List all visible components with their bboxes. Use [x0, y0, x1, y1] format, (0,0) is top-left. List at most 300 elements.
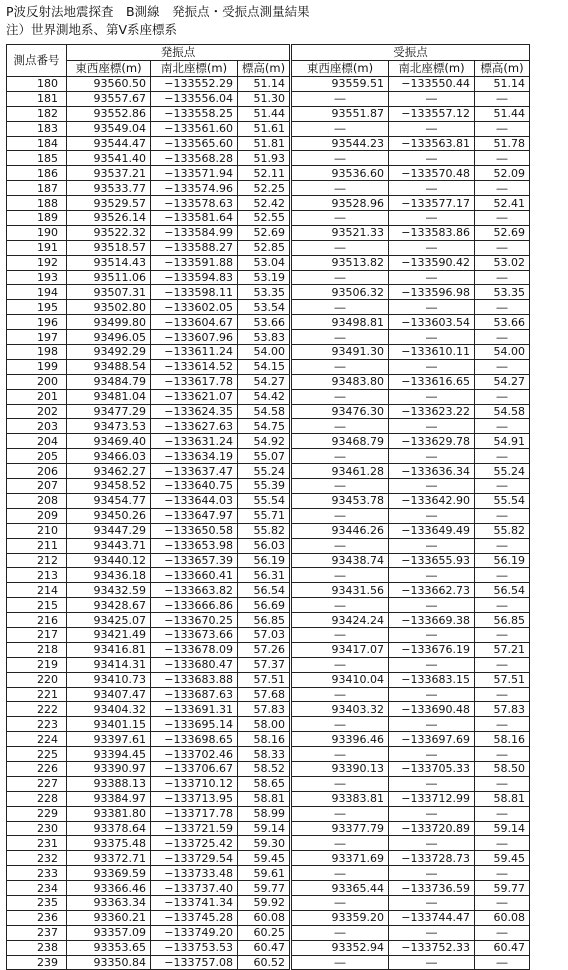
shot-elev-cell: 54.27 — [238, 374, 291, 389]
table-row — [7, 761, 530, 776]
table-row — [7, 672, 530, 687]
recv-ns-cell: −133676.19 — [389, 642, 475, 657]
point-number-cell: 232 — [7, 851, 67, 866]
recv-ew-cell: ― — [291, 747, 389, 762]
recv-ns-cell: −133683.15 — [389, 672, 475, 687]
recv-ew-cell: 93396.46 — [291, 732, 389, 747]
shot-ew-cell: 93375.48 — [67, 836, 151, 851]
recv-elev-cell: 59.45 — [475, 851, 530, 866]
point-number-cell: 202 — [7, 404, 67, 419]
recv-ew-cell: ― — [291, 627, 389, 642]
shot-ew-cell: 93507.31 — [67, 285, 151, 300]
recv-ew-cell: 93352.94 — [291, 940, 389, 955]
shot-ns-cell: −133602.05 — [151, 300, 238, 315]
point-number-cell: 219 — [7, 657, 67, 672]
shot-elev-cell: 52.42 — [238, 196, 291, 211]
shot-ns-cell: −133706.67 — [151, 761, 238, 776]
table-body — [7, 77, 530, 970]
recv-ns-cell: ― — [389, 538, 475, 553]
point-number-cell: 218 — [7, 642, 67, 657]
shot-elev-cell: 51.61 — [238, 121, 291, 136]
shot-elev-cell: 55.71 — [238, 508, 291, 523]
point-number-cell: 227 — [7, 776, 67, 791]
table-row — [7, 806, 530, 821]
shot-ns-cell: −133670.25 — [151, 613, 238, 628]
recv-elev-cell: 57.21 — [475, 642, 530, 657]
shot-ew-cell: 93502.80 — [67, 300, 151, 315]
shot-ns-cell: −133637.47 — [151, 464, 238, 479]
recv-ns-cell: −133616.65 — [389, 374, 475, 389]
header-receiver-point-group: 受振点 — [291, 45, 530, 61]
recv-ns-cell: −133655.93 — [389, 553, 475, 568]
recv-ns-cell: ― — [389, 240, 475, 255]
shot-ns-cell: −133617.78 — [151, 374, 238, 389]
table-row — [7, 374, 530, 389]
recv-elev-cell: 56.85 — [475, 613, 530, 628]
shot-ew-cell: 93410.73 — [67, 672, 151, 687]
shot-elev-cell: 57.68 — [238, 687, 291, 702]
recv-elev-cell: 54.27 — [475, 374, 530, 389]
point-number-cell: 194 — [7, 285, 67, 300]
table-row — [7, 330, 530, 345]
recv-elev-cell: 54.58 — [475, 404, 530, 419]
table-row — [7, 449, 530, 464]
table-row — [7, 419, 530, 434]
recv-elev-cell: 58.16 — [475, 732, 530, 747]
shot-elev-cell: 56.31 — [238, 568, 291, 583]
recv-ns-cell: −133705.33 — [389, 761, 475, 776]
header-recv-elev: 標高(m) — [475, 61, 530, 77]
shot-ew-cell: 93522.32 — [67, 225, 151, 240]
shot-ew-cell: 93477.29 — [67, 404, 151, 419]
table-row — [7, 508, 530, 523]
shot-ew-cell: 93421.49 — [67, 627, 151, 642]
point-number-cell: 207 — [7, 479, 67, 494]
recv-elev-cell: ― — [475, 747, 530, 762]
shot-ew-cell: 93357.09 — [67, 925, 151, 940]
shot-elev-cell: 59.45 — [238, 851, 291, 866]
shot-ew-cell: 93425.07 — [67, 613, 151, 628]
recv-ew-cell: ― — [291, 836, 389, 851]
recv-ew-cell: ― — [291, 925, 389, 940]
recv-ew-cell: ― — [291, 687, 389, 702]
point-number-cell: 213 — [7, 568, 67, 583]
shot-ew-cell: 93436.18 — [67, 568, 151, 583]
recv-elev-cell: 60.08 — [475, 910, 530, 925]
table-row — [7, 359, 530, 374]
table-row — [7, 225, 530, 240]
recv-elev-cell: ― — [475, 776, 530, 791]
shot-ns-cell: −133749.20 — [151, 925, 238, 940]
recv-ns-cell: −133744.47 — [389, 910, 475, 925]
header-recv-ew: 東西座標(m) — [291, 61, 389, 77]
shot-ns-cell: −133666.86 — [151, 598, 238, 613]
recv-ns-cell: −133642.90 — [389, 493, 475, 508]
recv-ew-cell: 93438.74 — [291, 553, 389, 568]
point-number-cell: 222 — [7, 702, 67, 717]
recv-ew-cell: 93559.51 — [291, 77, 389, 92]
table-row — [7, 404, 530, 419]
shot-elev-cell: 52.55 — [238, 211, 291, 226]
shot-ns-cell: −133725.42 — [151, 836, 238, 851]
recv-ew-cell: ― — [291, 419, 389, 434]
recv-ew-cell: 93536.60 — [291, 166, 389, 181]
point-number-cell: 182 — [7, 106, 67, 121]
shot-elev-cell: 59.30 — [238, 836, 291, 851]
shot-elev-cell: 56.69 — [238, 598, 291, 613]
shot-ew-cell: 93549.04 — [67, 121, 151, 136]
recv-elev-cell: 55.82 — [475, 523, 530, 538]
recv-ns-cell: −133636.34 — [389, 464, 475, 479]
shot-ew-cell: 93401.15 — [67, 717, 151, 732]
recv-ew-cell: ― — [291, 181, 389, 196]
recv-elev-cell: ― — [475, 270, 530, 285]
point-number-cell: 212 — [7, 553, 67, 568]
table-row — [7, 345, 530, 360]
recv-ew-cell: ― — [291, 270, 389, 285]
recv-elev-cell: 56.54 — [475, 583, 530, 598]
table-row — [7, 136, 530, 151]
shot-ew-cell: 93378.64 — [67, 821, 151, 836]
shot-ns-cell: −133737.40 — [151, 881, 238, 896]
recv-elev-cell: ― — [475, 895, 530, 910]
point-number-cell: 184 — [7, 136, 67, 151]
recv-ew-cell: ― — [291, 568, 389, 583]
recv-ew-cell: ― — [291, 240, 389, 255]
point-number-cell: 233 — [7, 866, 67, 881]
recv-ew-cell: 93365.44 — [291, 881, 389, 896]
recv-ns-cell: ― — [389, 925, 475, 940]
recv-ew-cell: ― — [291, 300, 389, 315]
shot-ns-cell: −133650.58 — [151, 523, 238, 538]
recv-ew-cell: 93551.87 — [291, 106, 389, 121]
shot-elev-cell: 52.11 — [238, 166, 291, 181]
recv-ew-cell: ― — [291, 866, 389, 881]
shot-ns-cell: −133683.88 — [151, 672, 238, 687]
shot-ew-cell: 93414.31 — [67, 657, 151, 672]
shot-elev-cell: 58.33 — [238, 747, 291, 762]
header-recv-ns: 南北座標(m) — [389, 61, 475, 77]
shot-ew-cell: 93466.03 — [67, 449, 151, 464]
shot-elev-cell: 55.07 — [238, 449, 291, 464]
shot-elev-cell: 51.93 — [238, 151, 291, 166]
point-number-cell: 187 — [7, 181, 67, 196]
recv-elev-cell: ― — [475, 598, 530, 613]
recv-ns-cell: ― — [389, 627, 475, 642]
point-number-cell: 231 — [7, 836, 67, 851]
recv-ew-cell: ― — [291, 479, 389, 494]
table-row — [7, 151, 530, 166]
shot-ns-cell: −133695.14 — [151, 717, 238, 732]
recv-ew-cell: 93498.81 — [291, 315, 389, 330]
recv-ns-cell: −133623.22 — [389, 404, 475, 419]
recv-elev-cell: ― — [475, 211, 530, 226]
shot-ns-cell: −133624.35 — [151, 404, 238, 419]
shot-ns-cell: −133571.94 — [151, 166, 238, 181]
recv-ns-cell: ― — [389, 866, 475, 881]
shot-elev-cell: 56.03 — [238, 538, 291, 553]
recv-ns-cell: ― — [389, 300, 475, 315]
recv-ew-cell: 93491.30 — [291, 345, 389, 360]
recv-ns-cell: ― — [389, 389, 475, 404]
recv-ew-cell: 93431.56 — [291, 583, 389, 598]
table-row — [7, 568, 530, 583]
recv-elev-cell: ― — [475, 300, 530, 315]
recv-ew-cell: 93446.26 — [291, 523, 389, 538]
point-number-cell: 211 — [7, 538, 67, 553]
point-number-cell: 210 — [7, 523, 67, 538]
recv-elev-cell: ― — [475, 121, 530, 136]
shot-ew-cell: 93372.71 — [67, 851, 151, 866]
shot-elev-cell: 55.39 — [238, 479, 291, 494]
recv-ns-cell: −133570.48 — [389, 166, 475, 181]
shot-ns-cell: −133614.52 — [151, 359, 238, 374]
table-row — [7, 255, 530, 270]
recv-ns-cell: −133669.38 — [389, 613, 475, 628]
recv-elev-cell: 51.14 — [475, 77, 530, 92]
recv-elev-cell: ― — [475, 925, 530, 940]
shot-ns-cell: −133558.25 — [151, 106, 238, 121]
recv-elev-cell: ― — [475, 627, 530, 642]
recv-elev-cell: 57.51 — [475, 672, 530, 687]
recv-elev-cell: 59.77 — [475, 881, 530, 896]
shot-elev-cell: 58.00 — [238, 717, 291, 732]
recv-ew-cell: ― — [291, 359, 389, 374]
shot-ns-cell: −133581.64 — [151, 211, 238, 226]
shot-ew-cell: 93514.43 — [67, 255, 151, 270]
recv-ns-cell: ― — [389, 568, 475, 583]
recv-ns-cell: ― — [389, 330, 475, 345]
shot-ew-cell: 93557.67 — [67, 91, 151, 106]
recv-ew-cell: 93461.28 — [291, 464, 389, 479]
shot-ew-cell: 93541.40 — [67, 151, 151, 166]
recv-ns-cell: −133563.81 — [389, 136, 475, 151]
recv-ns-cell: ― — [389, 955, 475, 970]
table-row — [7, 389, 530, 404]
recv-elev-cell: ― — [475, 449, 530, 464]
recv-elev-cell: 52.41 — [475, 196, 530, 211]
recv-ns-cell: ― — [389, 776, 475, 791]
shot-ns-cell: −133713.95 — [151, 791, 238, 806]
point-number-cell: 192 — [7, 255, 67, 270]
recv-elev-cell: ― — [475, 836, 530, 851]
recv-elev-cell: 55.54 — [475, 493, 530, 508]
recv-elev-cell: ― — [475, 151, 530, 166]
table-row — [7, 717, 530, 732]
survey-results-table — [6, 44, 530, 970]
point-number-cell: 215 — [7, 598, 67, 613]
recv-ns-cell: ― — [389, 508, 475, 523]
recv-ew-cell: ― — [291, 91, 389, 106]
shot-ew-cell: 93518.57 — [67, 240, 151, 255]
shot-elev-cell: 55.54 — [238, 493, 291, 508]
recv-ew-cell: 93544.23 — [291, 136, 389, 151]
recv-elev-cell: ― — [475, 508, 530, 523]
point-number-cell: 185 — [7, 151, 67, 166]
shot-elev-cell: 57.37 — [238, 657, 291, 672]
shot-ns-cell: −133644.03 — [151, 493, 238, 508]
shot-ns-cell: −133640.75 — [151, 479, 238, 494]
shot-elev-cell: 55.82 — [238, 523, 291, 538]
recv-elev-cell: 51.78 — [475, 136, 530, 151]
recv-elev-cell: ― — [475, 717, 530, 732]
shot-ew-cell: 93484.79 — [67, 374, 151, 389]
recv-ew-cell: ― — [291, 151, 389, 166]
shot-ew-cell: 93488.54 — [67, 359, 151, 374]
point-number-cell: 214 — [7, 583, 67, 598]
shot-elev-cell: 57.03 — [238, 627, 291, 642]
point-number-cell: 206 — [7, 464, 67, 479]
point-number-cell: 234 — [7, 881, 67, 896]
shot-ns-cell: −133663.82 — [151, 583, 238, 598]
shot-ns-cell: −133561.60 — [151, 121, 238, 136]
recv-ns-cell: ― — [389, 359, 475, 374]
table-row — [7, 315, 530, 330]
point-number-cell: 230 — [7, 821, 67, 836]
shot-ns-cell: −133631.24 — [151, 434, 238, 449]
recv-ns-cell: −133590.42 — [389, 255, 475, 270]
table-row — [7, 181, 530, 196]
table-row — [7, 925, 530, 940]
recv-elev-cell: 52.09 — [475, 166, 530, 181]
recv-ew-cell: 93424.24 — [291, 613, 389, 628]
recv-ew-cell: 93476.30 — [291, 404, 389, 419]
shot-elev-cell: 60.47 — [238, 940, 291, 955]
point-number-cell: 216 — [7, 613, 67, 628]
recv-ns-cell: −133603.54 — [389, 315, 475, 330]
point-number-cell: 225 — [7, 747, 67, 762]
recv-ew-cell: ― — [291, 776, 389, 791]
point-number-cell: 183 — [7, 121, 67, 136]
shot-elev-cell: 54.75 — [238, 419, 291, 434]
shot-ew-cell: 93552.86 — [67, 106, 151, 121]
recv-ns-cell: −133752.33 — [389, 940, 475, 955]
recv-elev-cell: 52.69 — [475, 225, 530, 240]
table-row — [7, 240, 530, 255]
shot-elev-cell: 60.08 — [238, 910, 291, 925]
table-row — [7, 211, 530, 226]
shot-elev-cell: 59.14 — [238, 821, 291, 836]
table-row — [7, 538, 530, 553]
point-number-cell: 221 — [7, 687, 67, 702]
shot-elev-cell: 59.77 — [238, 881, 291, 896]
recv-elev-cell: 53.02 — [475, 255, 530, 270]
recv-elev-cell: ― — [475, 419, 530, 434]
shot-ns-cell: −133702.46 — [151, 747, 238, 762]
point-number-cell: 226 — [7, 761, 67, 776]
shot-elev-cell: 52.69 — [238, 225, 291, 240]
recv-elev-cell: 53.35 — [475, 285, 530, 300]
recv-ns-cell: ― — [389, 91, 475, 106]
table-row — [7, 836, 530, 851]
shot-ew-cell: 93384.97 — [67, 791, 151, 806]
recv-ns-cell: ― — [389, 747, 475, 762]
table-row — [7, 910, 530, 925]
recv-elev-cell: ― — [475, 568, 530, 583]
shot-ew-cell: 93363.34 — [67, 895, 151, 910]
recv-ew-cell: ― — [291, 211, 389, 226]
point-number-cell: 181 — [7, 91, 67, 106]
shot-ew-cell: 93511.06 — [67, 270, 151, 285]
shot-elev-cell: 51.44 — [238, 106, 291, 121]
recv-ew-cell: 93453.78 — [291, 493, 389, 508]
shot-ew-cell: 93526.14 — [67, 211, 151, 226]
recv-elev-cell: ― — [475, 359, 530, 374]
shot-ns-cell: −133717.78 — [151, 806, 238, 821]
recv-ew-cell: ― — [291, 895, 389, 910]
recv-elev-cell: ― — [475, 181, 530, 196]
point-number-cell: 239 — [7, 955, 67, 970]
point-number-cell: 189 — [7, 211, 67, 226]
shot-ns-cell: −133680.47 — [151, 657, 238, 672]
recv-ew-cell: ― — [291, 538, 389, 553]
table-row — [7, 553, 530, 568]
table-row — [7, 866, 530, 881]
recv-ns-cell: ― — [389, 121, 475, 136]
recv-elev-cell: 60.47 — [475, 940, 530, 955]
shot-ew-cell: 93443.71 — [67, 538, 151, 553]
recv-ns-cell: ― — [389, 211, 475, 226]
table-row — [7, 598, 530, 613]
recv-elev-cell: 59.14 — [475, 821, 530, 836]
shot-ew-cell: 93360.21 — [67, 910, 151, 925]
recv-ew-cell: ― — [291, 657, 389, 672]
shot-elev-cell: 57.83 — [238, 702, 291, 717]
shot-ew-cell: 93388.13 — [67, 776, 151, 791]
table-row — [7, 627, 530, 642]
shot-elev-cell: 60.52 — [238, 955, 291, 970]
shot-ew-cell: 93407.47 — [67, 687, 151, 702]
shot-elev-cell: 57.26 — [238, 642, 291, 657]
recv-ew-cell: 93371.69 — [291, 851, 389, 866]
shot-ew-cell: 93462.27 — [67, 464, 151, 479]
shot-ns-cell: −133552.29 — [151, 77, 238, 92]
shot-ew-cell: 93560.50 — [67, 77, 151, 92]
shot-elev-cell: 53.35 — [238, 285, 291, 300]
point-number-cell: 224 — [7, 732, 67, 747]
shot-elev-cell: 55.24 — [238, 464, 291, 479]
shot-ew-cell: 93397.61 — [67, 732, 151, 747]
recv-ns-cell: −133662.73 — [389, 583, 475, 598]
table-row — [7, 776, 530, 791]
shot-ew-cell: 93454.77 — [67, 493, 151, 508]
shot-ns-cell: −133721.59 — [151, 821, 238, 836]
table-row — [7, 583, 530, 598]
shot-elev-cell: 54.00 — [238, 345, 291, 360]
recv-elev-cell: ― — [475, 806, 530, 821]
shot-ns-cell: −133594.83 — [151, 270, 238, 285]
table-row — [7, 642, 530, 657]
recv-ns-cell: −133596.98 — [389, 285, 475, 300]
recv-elev-cell: 56.19 — [475, 553, 530, 568]
table-row — [7, 493, 530, 508]
recv-ns-cell: ― — [389, 657, 475, 672]
recv-ns-cell: −133697.69 — [389, 732, 475, 747]
shot-ew-cell: 93450.26 — [67, 508, 151, 523]
coordinate-system-note: 注）世界測地系、第Ⅴ系座標系 — [6, 22, 178, 37]
table-row — [7, 851, 530, 866]
table-row — [7, 955, 530, 970]
point-number-cell: 191 — [7, 240, 67, 255]
table-row — [7, 687, 530, 702]
shot-ns-cell: −133653.98 — [151, 538, 238, 553]
shot-ns-cell: −133660.41 — [151, 568, 238, 583]
table-row — [7, 821, 530, 836]
table-header — [7, 45, 530, 77]
recv-elev-cell: ― — [475, 538, 530, 553]
shot-elev-cell: 58.65 — [238, 776, 291, 791]
recv-ew-cell: ― — [291, 598, 389, 613]
